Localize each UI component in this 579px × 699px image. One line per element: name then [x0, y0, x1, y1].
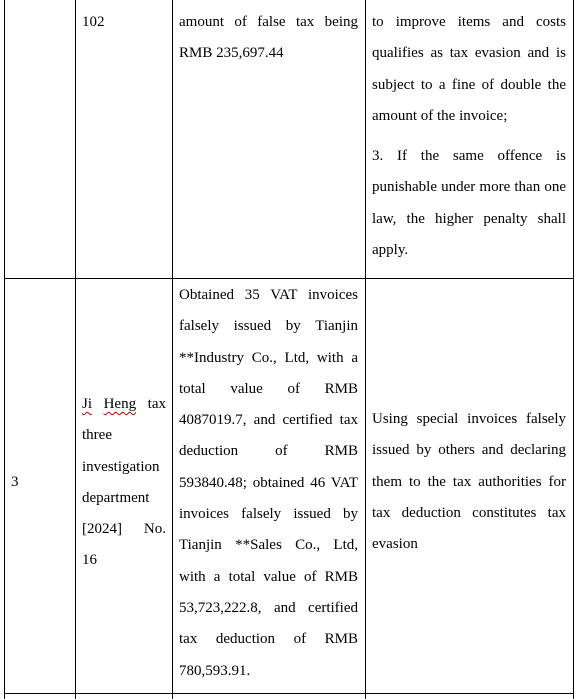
doc-number-word: Ji [82, 396, 93, 412]
doc-number-word: Heng [103, 396, 137, 412]
basis-cell [372, 404, 566, 560]
table-row [0, 0, 579, 278]
basis-paragraph: to improve items and costs qualifies as tax evasion and is subject to a fine of double the amount of the invoice; [372, 14, 566, 124]
row-divider-bottom [4, 693, 574, 694]
row-index: 3 [11, 474, 19, 490]
doc-number-cell [82, 389, 166, 577]
facts-cell [179, 7, 358, 70]
doc-number-cell [82, 7, 168, 38]
facts-text: Obtained 35 VAT invoices falsely issued by Tianjin **Industry Co., Ltd, with a total value of RMB 4087019.7, and certified tax deduction of RMB 593840.48; obtained 46 VAT invoices falsely issued by Tianjin **Sales Co., Ltd, with a total value of RMB 53,723,222.8, and certified tax deduction of RMB 780,593.91. [179, 287, 358, 679]
table-row [0, 279, 579, 693]
basis-cell [372, 7, 566, 266]
facts-text: amount of false tax being RMB 235,697.44 [179, 14, 358, 62]
row-index-cell [11, 467, 71, 498]
basis-text: Using special invoices falsely issued by others and declaring them to the tax authorities for tax deduction constitutes tax evasion [372, 411, 566, 553]
doc-number-text: tax three investigation department [2024] No. 16 [82, 396, 166, 569]
doc-number-text: 102 [82, 14, 105, 30]
facts-cell [179, 280, 358, 687]
basis-paragraph: 3. If the same offence is punishable under more than one law, the higher penalty shall apply. [372, 148, 566, 259]
